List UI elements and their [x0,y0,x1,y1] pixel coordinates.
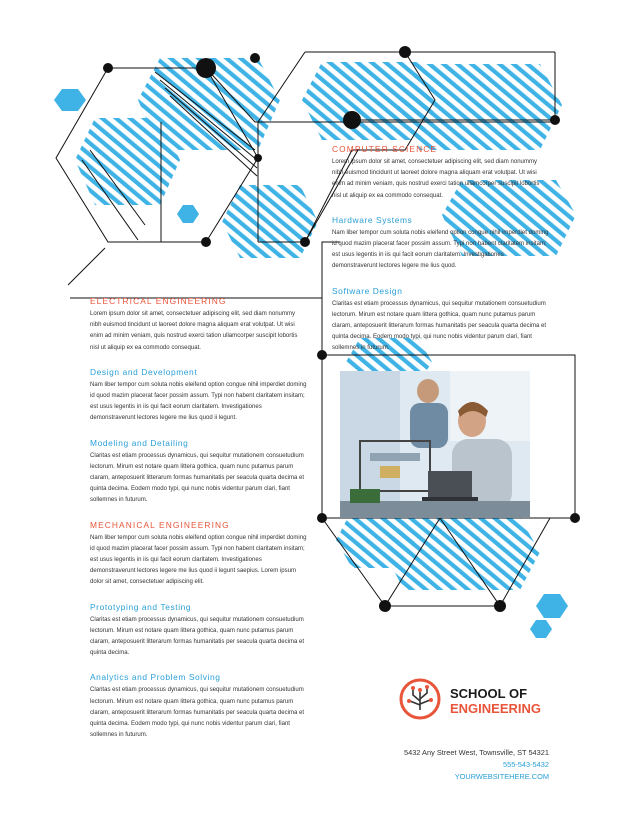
engineering-lab-photo [340,371,530,518]
section-title: Prototyping and Testing [90,601,192,612]
section-title: MECHANICAL ENGINEERING [90,519,230,530]
section-prototyping-testing [90,602,308,660]
striped-hexagon [75,118,180,205]
logo-line2: ENGINEERING [450,701,542,716]
striped-hexagon [398,64,562,150]
website-link[interactable]: YOURWEBSITEHERE.COM [454,772,549,781]
solid-hexagon [177,205,199,223]
section-body: Nam liber tempor cum soluta nobis eleifend option congue nihil imperdiet doming id quod mazim placerat facer possim assum. Typi non habent claritatem insitam; est usus legentis in iis qui facit eorum claritatem. Investigationes demonstraverunt lectores legere me lius quod. [332,229,549,270]
section-body: Claritas est etiam processus dynamicus, qui sequitur mutationem consuetudium lectorum. Mirum est notare quam littera gothica, quam nunc putamus parum claram, anteposuerit litterarum formas humanitatis per seacula quarta decima et quinta decima. Eodem modo typi, qui nunc nobis videntur parum clari, fiant sollemnes in futurum. [90,452,305,504]
section-title: Analytics and Problem Solving [90,672,221,683]
logo-line1: SCHOOL OF [450,686,528,701]
section-title: Software Design [332,285,403,296]
section-title: Design and Development [90,366,198,377]
circuit-tree-icon [398,677,442,721]
section-mechanical-engineering [90,520,308,589]
photo-illustration [340,371,530,518]
section-design-development [90,367,308,425]
section-title: Modeling and Detailing [90,437,189,448]
solid-hexagon [54,89,86,111]
section-modeling-detailing [90,438,308,507]
address: 5432 Any Street West, Townsville, ST 54321 [403,748,549,757]
striped-hexagon [222,185,318,258]
section-body: Nam liber tempor cum soluta nobis eleifend option congue nihil imperdiet doming id quod mazim placerat facer possim assum. Typi non habent claritatem insitam; est usus legentis in iis qui facit eorum claritatem. Investigationes demonstraverunt lectores legere me lius quod ii legunt saepius. Lorem ipsum dolor sit amet, consectetuer adipiscing elit. [90,534,307,586]
section-title: ELECTRICAL ENGINEERING [90,296,227,306]
solid-hexagon [530,620,552,638]
section-body: Claritas est etiam processus dynamicus, qui sequitur mutationem consuetudium lectorum. Mirum est notare quam littera gothica, quam nunc putamus parum claram, anteposuerit litterarum formas humanitatis per seacula quarta decima et quinta decima. [90,616,305,657]
contact-block [404,747,549,783]
section-software-design [332,286,550,355]
right-column [332,144,550,368]
section-electrical-engineering [90,296,308,354]
phone[interactable]: 555-543-5432 [502,760,549,769]
section-title: COMPUTER SCIENCE [332,144,438,154]
school-logo [398,677,548,721]
section-body: Lorem ipsum dolor sit amet, consectetuer adipiscing elit, sed diam nonummy nibh euismod tincidunt ut laoreet dolore magna aliquam erat volutpat. Ut wisi enim ad minim veniam, quis nostrud exerci tation ullamcorper suscipit lobortis nisl ut aliquip ex ea commodo consequat. [90,311,298,351]
striped-hexagon [336,510,416,568]
section-body: Nam liber tempor cum soluta nobis eleifend option congue nihil imperdiet doming id quod mazim placerat facer possim assum. Typi non habent claritatem insitam; est usus legentis in iis qui facit eorum claritatem. Investigationes demonstraverunt lectores legere me lius quod ii legunt. [90,381,307,422]
left-column [90,296,308,754]
section-body: Lorem ipsum dolor sit amet, consectetuer adipiscing elit, sed diam nonummy nibh euismod tincidunt ut laoreet dolore magna aliquam erat volutpat. Ut wisi enim ad minim veniam, quis nostrud exerci tation ullamcorper suscipit lobortis nisl ut aliquip ex ea commodo consequat. [332,159,540,199]
solid-hexagon [536,594,568,618]
section-title: Hardware Systems [332,214,413,225]
section-computer-science [332,144,550,202]
section-hardware-systems [332,215,550,273]
section-analytics-problem-solving [90,672,308,741]
section-body: Claritas est etiam processus dynamicus, qui sequitur mutationem consuetudium lectorum. Mirum est notare quam littera gothica, quam nunc putamus parum claram, anteposuerit litterarum formas humanitatis per seacula quarta decima et quinta decima. Eodem modo typi, qui nunc nobis videntur parum clari, fiant sollemnes in futurum. [332,300,547,352]
section-body: Claritas est etiam processus dynamicus, qui sequitur mutationem consuetudium lectorum. Mirum est notare quam littera gothica, quam nunc putamus parum claram, anteposuerit litterarum formas humanitatis per seacula quarta decima et quinta decima. Eodem modo typi, qui nunc nobis videntur parum clari, fiant sollemnes in futurum. [90,687,305,739]
